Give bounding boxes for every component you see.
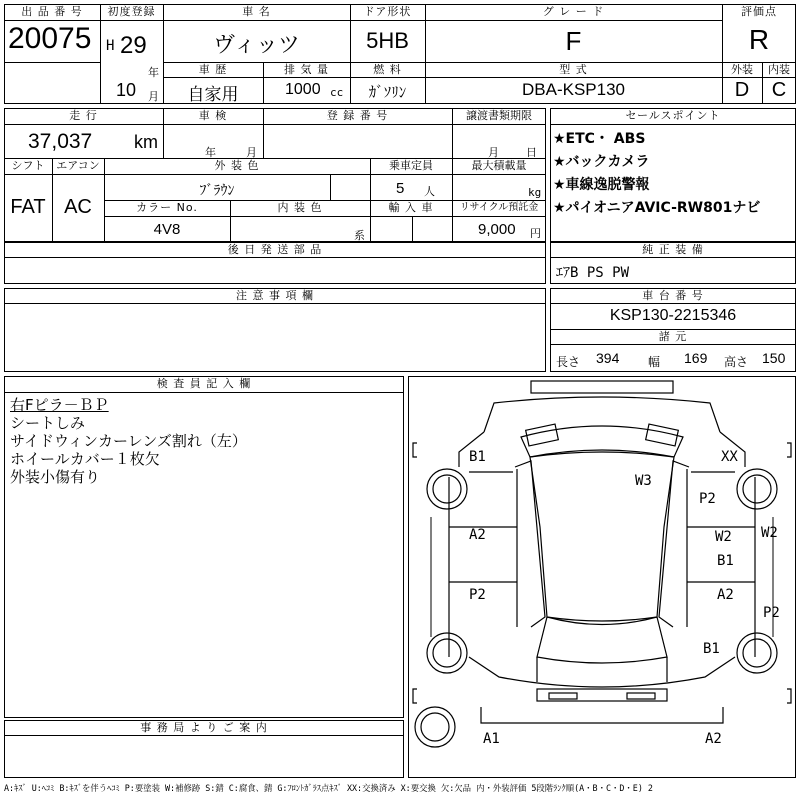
exterior-color-label: 外 装 色 [214,159,260,172]
width: 169 [684,350,708,366]
first-registration-label: 初度登録 [107,5,156,18]
inspector-note-item: サイドウィンカーレンズ割れ（左） [10,432,247,450]
length-label: 長さ [556,355,581,369]
lot-number-label: 出 品 番 号 [21,5,83,18]
sales-points-list [553,128,793,220]
inspector-note-item: シートしみ [10,414,86,432]
color-number-label: カラー No. [136,201,198,214]
exterior-color: ﾌﾞﾗｳﾝ [199,183,235,199]
height-label: 高さ [724,355,749,369]
sales-point-item: ★パイオニアAVIC-RW801ナビ [553,200,761,216]
mark-b1-rear-right: B1 [703,641,720,657]
height: 150 [762,350,786,366]
mark-a2-right-rear: A2 [717,587,734,603]
later-parts-label: 後 日 発 送 部 品 [227,243,323,256]
grade: F [565,26,582,56]
displacement: 1000 [285,81,321,98]
history: 自家用 [187,85,239,105]
era: H [106,38,115,54]
shift: FAT [10,196,46,218]
office-label: 事 務 局 よ り ご 案 内 [140,721,268,734]
interior-color-label: 内 装 色 [277,201,323,214]
door-type: 5HB [366,28,409,53]
fuel: ｶﾞｿﾘﾝ [368,83,407,101]
capacity-label: 乗車定員 [389,159,433,172]
genuine-equipment: ｴｱB PS PW [556,265,630,281]
mileage-label: 走 行 [69,109,98,122]
grade-label: グ レ ー ド [542,5,605,18]
transfer-day: 日 [526,146,537,159]
inspection-month: 月 [246,146,257,159]
inspector-notes-label: 検 査 員 記 入 欄 [156,377,252,390]
max-load-label: 最大積載量 [471,159,527,172]
transfer-deadline-label: 譲渡書類期限 [466,109,532,122]
genuine-equipment-label: 純 正 装 備 [642,243,704,256]
inspector-note-item: 右Fピラ－ＢＰ [10,396,109,414]
sales-point-item: ★バックカメラ [553,154,650,170]
exterior-label: 外装 [731,63,753,76]
mark-w2-right-door: W2 [715,529,732,545]
mark-a1-rear-left: A1 [483,731,500,747]
mark-w3-roof: W3 [635,473,652,489]
details-block [4,108,546,242]
shift-label: シフト [11,159,45,172]
mark-p2-front-fender: P2 [699,491,716,507]
recycle-fee: 9,000 [478,221,516,238]
rating-label: 評価点 [741,5,777,18]
length: 394 [596,350,620,366]
mark-b1-front-left: B1 [469,449,486,465]
car-name: ヴィッツ [213,33,300,58]
mileage-unit: km [134,132,158,152]
reg-year-suffix: 年 [148,66,159,79]
mark-p2-right-quarter: P2 [763,605,780,621]
capacity: 5 [396,180,405,197]
width-label: 幅 [648,355,661,369]
air-conditioner: AC [64,196,92,218]
inspection-year: 年 [205,146,216,159]
interior-color-unit: 系 [354,229,365,242]
history-label: 車 歴 [198,63,228,76]
car-outline-diagram [409,377,795,777]
recycle-fee-label: リサイクル預託金 [459,202,539,213]
inspector-notes-list [10,396,400,486]
transfer-month: 月 [488,146,499,159]
caution-label: 注 意 事 項 欄 [236,289,314,302]
recycle-fee-unit: 円 [530,227,541,240]
reg-year: 29 [120,32,147,59]
mark-p2-left-rear: P2 [469,587,486,603]
lot-number: 20075 [8,22,92,55]
max-load-unit: kg [528,186,542,199]
chassis-number-label: 車 台 番 号 [642,289,704,302]
inspector-note-item: ホイールカバー１枚欠 [10,450,160,468]
interior-grade: C [771,79,787,101]
rating: R [748,24,770,55]
model: DBA-KSP130 [522,80,625,99]
mark-a2-rear-bumper: A2 [705,731,722,747]
mileage: 37,037 [28,130,93,153]
mark-a2-left-door: A2 [469,527,486,543]
door-label: ドア形状 [363,5,412,18]
mark-b1-right-door: B1 [717,553,734,569]
mark-xx-front-right: XX [721,449,738,465]
displacement-unit: cc [330,86,344,99]
reg-month-suffix: 月 [148,90,159,103]
sales-points-label: セールスポイント [625,109,721,122]
car-name-label: 車 名 [242,5,271,18]
sales-point-item: ★ETC・ ABS [553,131,646,147]
reg-month: 10 [116,80,137,100]
capacity-unit: 人 [424,185,435,198]
interior-label: 内装 [768,63,790,76]
inspection-label: 車 検 [198,109,228,122]
ac-label: エアコン [56,159,100,172]
footer-legend: A:ｷｽﾞ U:ﾍｺﾐ B:ｷｽﾞを伴うﾍｺﾐ P:要塗装 W:補修跡 S:錆 C:腐食、錆 G:ﾌﾛﾝﾄｶﾞﾗｽ点ｷｽﾞ XX:交換済み X:要交換 欠:欠品 内・外装評価 5段階ﾗﾝｸ順(A・B・C・D・E) 2 [4,783,653,793]
displacement-label: 排 気 量 [284,63,329,76]
exterior-grade: D [734,79,750,101]
damage-diagram [408,376,796,778]
fuel-label: 燃 料 [373,63,402,76]
color-number: 4V8 [153,221,181,238]
inspector-note-item: 外装小傷有り [10,468,101,486]
model-label: 型 式 [559,63,588,76]
mark-w2-right-pillar: W2 [761,525,778,541]
registration-number-label: 登 録 番 号 [326,109,389,122]
specs-label: 諸 元 [658,330,688,343]
import-label: 輸 入 車 [388,201,434,214]
sales-point-item: ★車線逸脱警報 [553,177,650,193]
chassis-number: KSP130-2215346 [609,307,737,324]
